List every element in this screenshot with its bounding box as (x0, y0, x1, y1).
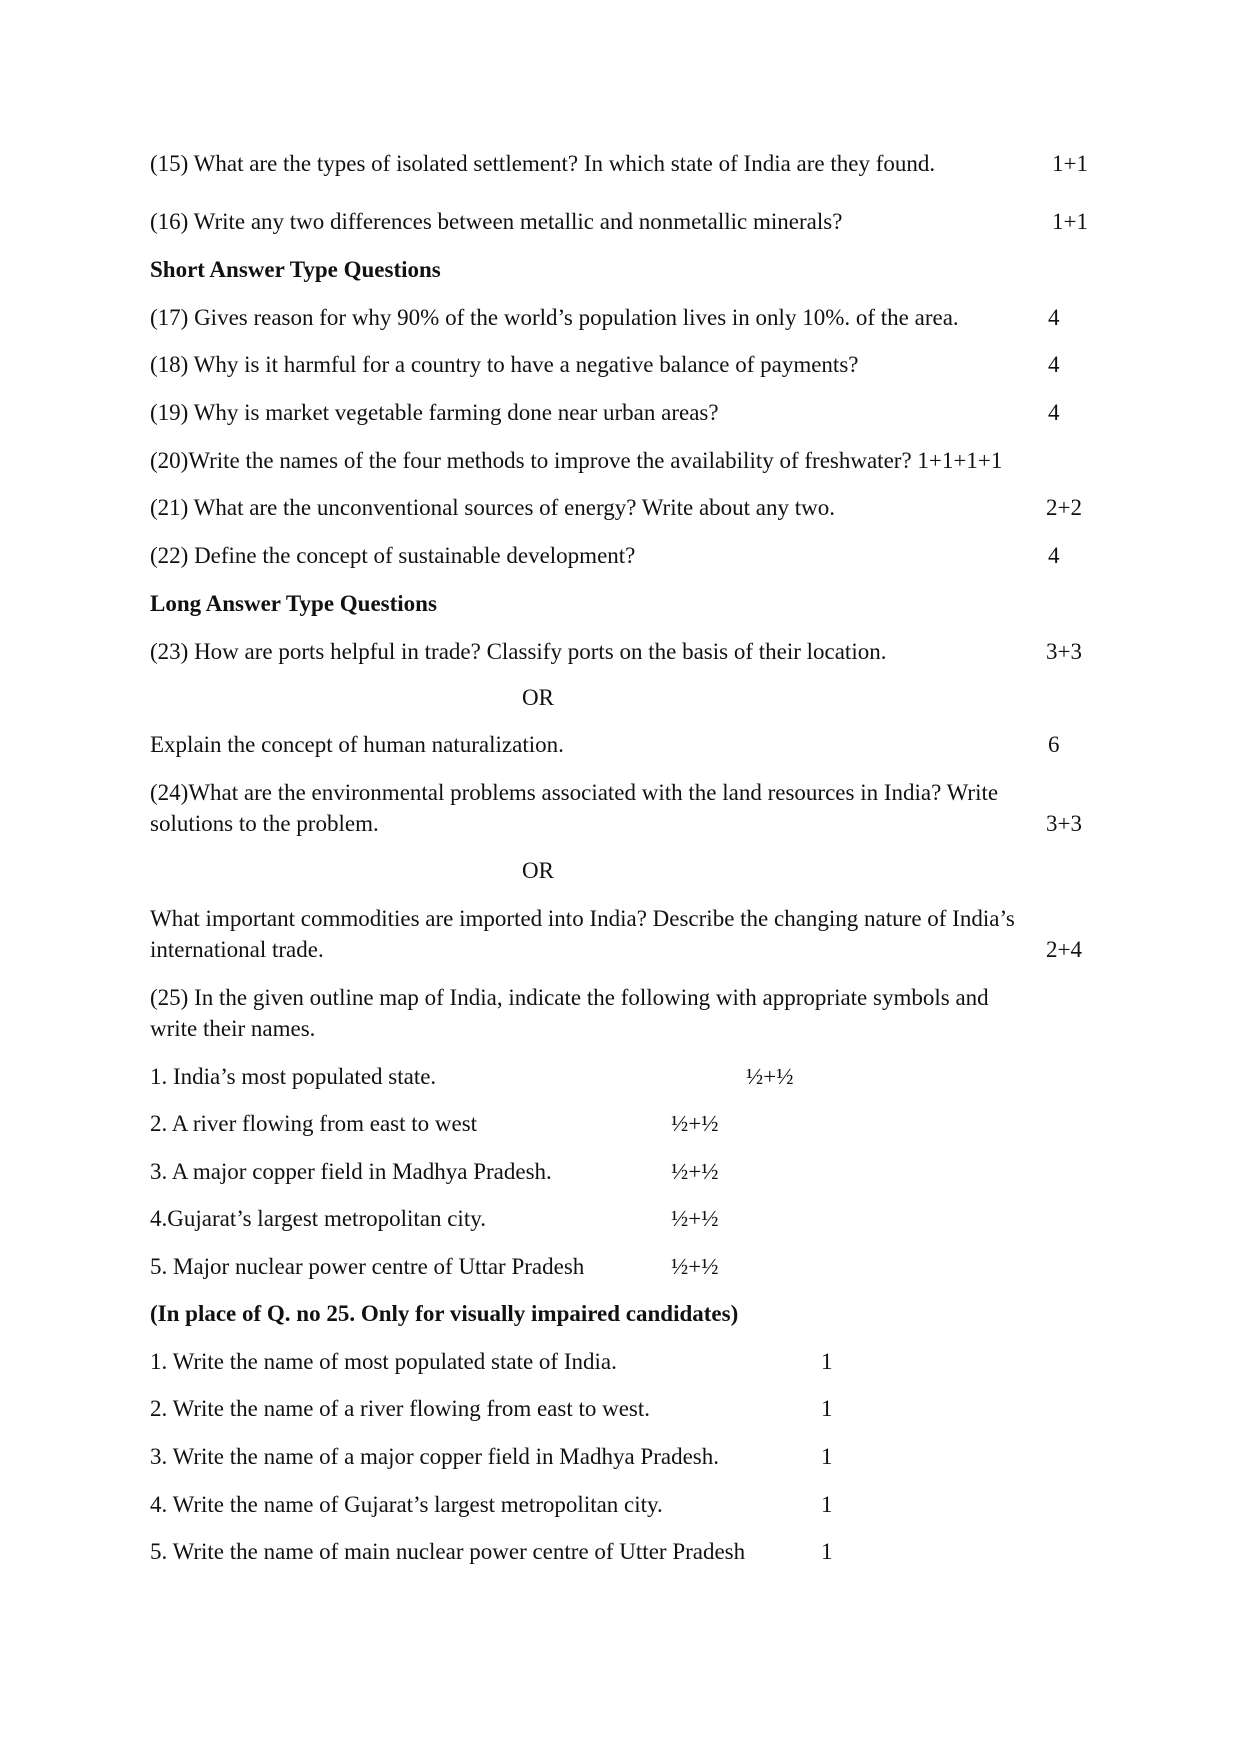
question-20: (20)Write the names of the four methods to improve the availability of freshwater? 1+1+1+1 (150, 448, 1003, 473)
question-15: (15) What are the types of isolated settlement? In which state of India are they found. (150, 151, 936, 176)
question-18: (18) Why is it harmful for a country to have a negative balance of payments? (150, 352, 859, 377)
marks-17: 4 (1048, 305, 1060, 330)
vi-item-2: 2. Write the name of a river flowing from east to west. (150, 1396, 651, 1421)
question-24-alt-line-1: What important commodities are imported into India? Describe the changing nature of India’s (150, 906, 1015, 931)
marks-23-alternative: 6 (1048, 732, 1060, 757)
map-item-3: 3. A major copper field in Madhya Pradesh. (150, 1159, 552, 1184)
marks-21: 2+2 (1046, 495, 1082, 520)
question-19: (19) Why is market vegetable farming done near urban areas? (150, 400, 719, 425)
vi-item-3: 3. Write the name of a major copper field in Madhya Pradesh. (150, 1444, 719, 1469)
map-item-5: 5. Major nuclear power centre of Uttar Pradesh (150, 1254, 585, 1279)
marks-23: 3+3 (1046, 639, 1082, 664)
marks-19: 4 (1048, 400, 1060, 425)
question-17: (17) Gives reason for why 90% of the world’s population lives in only 10%. of the area. (150, 305, 959, 330)
or-divider-24: OR (522, 858, 554, 883)
short-answer-heading: Short Answer Type Questions (150, 257, 441, 282)
marks-22: 4 (1048, 543, 1060, 568)
vi-item-3-marks: 1 (821, 1444, 833, 1469)
or-divider-23: OR (522, 685, 554, 710)
marks-15: 1+1 (1052, 151, 1088, 176)
vi-item-4: 4. Write the name of Gujarat’s largest metropolitan city. (150, 1492, 663, 1517)
question-25-line-2: write their names. (150, 1016, 316, 1041)
visually-impaired-heading: (In place of Q. no 25. Only for visually impaired candidates) (150, 1301, 739, 1326)
vi-item-1-marks: 1 (821, 1349, 833, 1374)
marks-24: 3+3 (1046, 811, 1082, 836)
question-23: (23) How are ports helpful in trade? Classify ports on the basis of their location. (150, 639, 887, 664)
question-24-line-2: solutions to the problem. (150, 811, 379, 836)
marks-16: 1+1 (1052, 209, 1088, 234)
vi-item-5: 5. Write the name of main nuclear power centre of Utter Pradesh (150, 1539, 746, 1564)
map-item-4: 4.Gujarat’s largest metropolitan city. (150, 1206, 486, 1231)
question-24-line-1: (24)What are the environmental problems associated with the land resources in India? Write (150, 780, 999, 805)
marks-18: 4 (1048, 352, 1060, 377)
question-25-line-1: (25) In the given outline map of India, indicate the following with appropriate symbols and (150, 985, 989, 1010)
question-21: (21) What are the unconventional sources of energy? Write about any two. (150, 495, 836, 520)
map-item-2-marks: ½+½ (671, 1111, 719, 1136)
question-23-alternative: Explain the concept of human naturalization. (150, 732, 564, 757)
vi-item-1: 1. Write the name of most populated state of India. (150, 1349, 617, 1374)
question-22: (22) Define the concept of sustainable development? (150, 543, 636, 568)
vi-item-5-marks: 1 (821, 1539, 833, 1564)
question-24-alt-line-2: international trade. (150, 937, 324, 962)
map-item-5-marks: ½+½ (671, 1254, 719, 1279)
long-answer-heading: Long Answer Type Questions (150, 591, 437, 616)
map-item-1: 1. India’s most populated state. (150, 1064, 437, 1089)
map-item-3-marks: ½+½ (671, 1159, 719, 1184)
vi-item-4-marks: 1 (821, 1492, 833, 1517)
map-item-4-marks: ½+½ (671, 1206, 719, 1231)
map-item-1-marks: ½+½ (746, 1064, 794, 1089)
question-16: (16) Write any two differences between metallic and nonmetallic minerals? (150, 209, 843, 234)
map-item-2: 2. A river flowing from east to west (150, 1111, 478, 1136)
marks-24-alternative: 2+4 (1046, 937, 1082, 962)
vi-item-2-marks: 1 (821, 1396, 833, 1421)
